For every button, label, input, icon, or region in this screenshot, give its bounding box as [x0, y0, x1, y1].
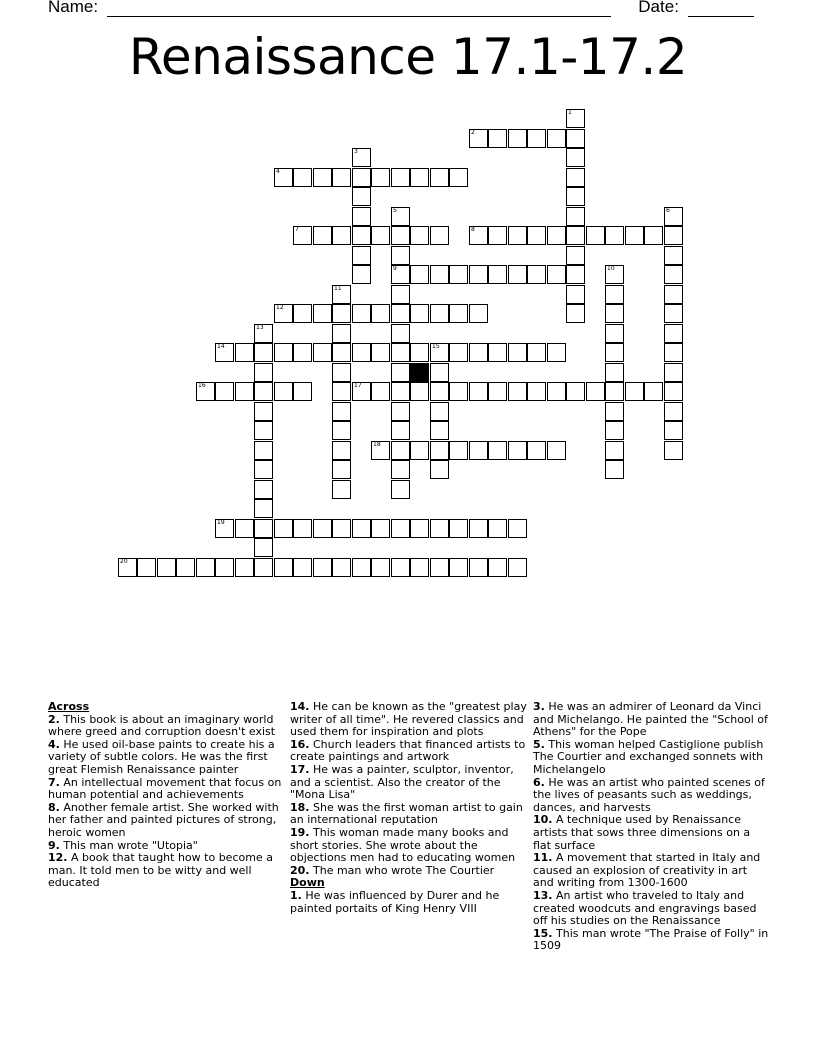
clue-number: 2	[471, 129, 475, 136]
crossword-cell[interactable]	[527, 226, 546, 245]
crossword-cell[interactable]	[566, 382, 585, 401]
crossword-cell[interactable]	[508, 558, 527, 577]
crossword-cell[interactable]	[391, 558, 410, 577]
crossword-cell[interactable]	[274, 382, 293, 401]
crossword-cell[interactable]	[254, 460, 273, 479]
crossword-cell[interactable]	[352, 265, 371, 284]
crossword-cell[interactable]	[254, 441, 273, 460]
crossword-cell[interactable]	[254, 499, 273, 518]
clue-item	[290, 764, 528, 802]
clue-item	[533, 852, 771, 890]
crossword-cell[interactable]	[430, 382, 449, 401]
crossword-cell[interactable]	[391, 402, 410, 421]
crossword-cell[interactable]	[566, 226, 585, 245]
crossword-cell[interactable]	[235, 519, 254, 538]
crossword-cell[interactable]	[293, 519, 312, 538]
clues-column-3	[533, 701, 771, 953]
crossword-cell[interactable]	[605, 421, 624, 440]
crossword-cell[interactable]	[235, 382, 254, 401]
crossword-cell[interactable]	[332, 382, 351, 401]
crossword-cell[interactable]	[313, 226, 332, 245]
crossword-cell[interactable]	[469, 265, 488, 284]
crossword-cell[interactable]	[469, 343, 488, 362]
crossword-cell[interactable]	[664, 207, 683, 226]
crossword-cell[interactable]	[605, 363, 624, 382]
crossword-cell[interactable]	[293, 168, 312, 187]
crossword-cell[interactable]	[196, 558, 215, 577]
crossword-cell[interactable]	[469, 519, 488, 538]
crossword-cell[interactable]	[391, 363, 410, 382]
crossword-cell[interactable]	[586, 226, 605, 245]
crossword-cell[interactable]	[352, 148, 371, 167]
crossword-cell[interactable]	[625, 226, 644, 245]
crossword-cell[interactable]	[566, 285, 585, 304]
crossword-cell[interactable]	[488, 265, 507, 284]
crossword-cell[interactable]	[430, 421, 449, 440]
crossword-cell[interactable]	[274, 168, 293, 187]
clue-item	[48, 802, 286, 840]
crossword-cell[interactable]	[605, 460, 624, 479]
crossword-cell[interactable]	[332, 480, 351, 499]
clue-item-text: She was the first woman artist to gain an international reputation	[290, 800, 523, 827]
crossword-cell[interactable]	[391, 226, 410, 245]
crossword-cell[interactable]	[293, 343, 312, 362]
crossword-cell[interactable]	[566, 207, 585, 226]
crossword-cell[interactable]	[430, 226, 449, 245]
clue-item-number: 18.	[290, 800, 310, 814]
clue-item	[533, 890, 771, 928]
crossword-cell[interactable]	[332, 226, 351, 245]
clue-item-text: He was an admirer of Leonard da Vinci and Michelango. He painted the "School of Athens" for the Pope	[533, 700, 768, 739]
crossword-cell[interactable]	[254, 558, 273, 577]
clue-item	[290, 701, 528, 739]
crossword-cell[interactable]	[527, 441, 546, 460]
crossword-cell[interactable]	[391, 285, 410, 304]
crossword-cell[interactable]	[352, 187, 371, 206]
crossword-cell[interactable]	[664, 324, 683, 343]
crossword-cell[interactable]	[664, 226, 683, 245]
crossword-cell[interactable]	[605, 324, 624, 343]
crossword-cell[interactable]	[547, 441, 566, 460]
crossword-cell[interactable]	[527, 129, 546, 148]
crossword-cell[interactable]	[313, 343, 332, 362]
crossword-cell[interactable]	[410, 382, 429, 401]
crossword-cell[interactable]	[352, 168, 371, 187]
crossword-cell[interactable]	[391, 265, 410, 284]
clue-item-number: 20.	[290, 863, 310, 877]
clue-number: 3	[354, 148, 358, 155]
crossword-cell[interactable]	[371, 441, 390, 460]
clue-item	[533, 777, 771, 815]
clue-item	[290, 802, 528, 827]
crossword-cell[interactable]	[293, 558, 312, 577]
crossword-cell[interactable]	[235, 343, 254, 362]
crossword-cell[interactable]	[664, 265, 683, 284]
clue-number: 13	[256, 324, 264, 331]
clue-item-text: A technique used by Renaissance artists that sows three dimensions on a flat surface	[533, 813, 751, 852]
crossword-cell[interactable]	[527, 343, 546, 362]
crossword-cell[interactable]	[215, 382, 234, 401]
clue-item-text: This man wrote "The Praise of Folly" in 1509	[533, 926, 769, 953]
clue-item-number: 2.	[48, 712, 60, 726]
crossword-cell[interactable]	[605, 343, 624, 362]
crossword-cell[interactable]	[332, 324, 351, 343]
crossword-cell[interactable]	[391, 382, 410, 401]
crossword-cell[interactable]	[410, 168, 429, 187]
crossword-cell[interactable]	[664, 304, 683, 323]
crossword-cell[interactable]	[449, 382, 468, 401]
clue-item	[48, 852, 286, 890]
crossword-cell[interactable]	[625, 382, 644, 401]
crossword-cell[interactable]	[586, 382, 605, 401]
crossword-cell[interactable]	[566, 246, 585, 265]
crossword-cell[interactable]	[410, 343, 429, 362]
crossword-cell[interactable]	[196, 382, 215, 401]
crossword-cell[interactable]	[449, 168, 468, 187]
clue-item	[48, 714, 286, 739]
clue-item-number: 4.	[48, 737, 60, 751]
clue-item	[290, 865, 528, 878]
clue-item-text: An intellectual movement that focus on human potential and achievements	[48, 775, 282, 802]
crossword-cell[interactable]	[137, 558, 156, 577]
crossword-cell[interactable]	[664, 382, 683, 401]
clue-item-number: 6.	[533, 775, 545, 789]
crossword-cell[interactable]	[332, 519, 351, 538]
crossword-cell[interactable]	[508, 382, 527, 401]
crossword-cell[interactable]	[313, 168, 332, 187]
crossword-cell[interactable]	[508, 519, 527, 538]
clue-item-number: 16.	[290, 737, 310, 751]
crossword-cell[interactable]	[664, 402, 683, 421]
crossword-cell[interactable]	[254, 382, 273, 401]
crossword-cell[interactable]	[371, 558, 390, 577]
crossword-cell[interactable]	[664, 363, 683, 382]
crossword-cell[interactable]	[391, 441, 410, 460]
crossword-cell[interactable]	[605, 285, 624, 304]
crossword-cell[interactable]	[508, 129, 527, 148]
clue-number: 10	[607, 265, 615, 272]
clue-item-number: 14.	[290, 700, 310, 713]
crossword-cell[interactable]	[469, 304, 488, 323]
clue-number: 14	[217, 343, 225, 350]
crossword-cell[interactable]	[469, 558, 488, 577]
clue-item-text: A movement that started in Italy and caused an explosion of creativity in art and writing from 1300-1600	[533, 851, 761, 890]
across-heading: Across	[48, 700, 90, 713]
crossword-cell[interactable]	[118, 558, 137, 577]
clue-item-number: 8.	[48, 800, 60, 814]
clue-number: 20	[120, 558, 128, 565]
clue-item-text: The man who wrote The Courtier	[313, 863, 495, 877]
crossword-cell[interactable]	[664, 421, 683, 440]
crossword-cell[interactable]	[410, 226, 429, 245]
crossword-cell[interactable]	[566, 109, 585, 128]
crossword-cell[interactable]	[547, 382, 566, 401]
crossword-cell[interactable]	[293, 304, 312, 323]
crossword-cell[interactable]	[391, 168, 410, 187]
crossword-cell[interactable]	[352, 304, 371, 323]
crossword-cell[interactable]	[488, 129, 507, 148]
clue-item-text: Church leaders that financed artists to create paintings and artwork	[290, 737, 526, 764]
crossword-cell[interactable]	[410, 558, 429, 577]
clue-number: 18	[373, 441, 381, 448]
crossword-cell[interactable]	[371, 519, 390, 538]
clue-item-number: 15.	[533, 926, 553, 940]
crossword-cell[interactable]	[449, 519, 468, 538]
clues-column-1	[48, 701, 286, 890]
crossword-cell[interactable]	[293, 382, 312, 401]
clue-item-text: Another female artist. She worked with her father and painted pictures of strong, heroic women	[48, 800, 279, 839]
crossword-cell[interactable]	[449, 343, 468, 362]
clue-item-number: 10.	[533, 813, 553, 827]
crossword-cell[interactable]	[371, 304, 390, 323]
clue-item-text: This woman made many books and short stories. She wrote about the objections men had to educating women	[290, 825, 516, 865]
clue-item-text: He was influenced by Durer and he painted portaits of King Henry VIII	[290, 888, 500, 915]
crossword-cell[interactable]	[566, 265, 585, 284]
crossword-cell[interactable]	[391, 343, 410, 362]
crossword-cell[interactable]	[391, 207, 410, 226]
crossword-cell[interactable]	[449, 265, 468, 284]
crossword-cell[interactable]	[254, 324, 273, 343]
crossword-cell[interactable]	[352, 226, 371, 245]
clue-item-number: 3.	[533, 700, 545, 713]
date-label: Date:	[638, 0, 679, 16]
clue-number: 5	[393, 207, 397, 214]
clue-item	[533, 739, 771, 777]
down-heading: Down	[290, 876, 325, 890]
crossword-cell[interactable]	[313, 558, 332, 577]
crossword-cell[interactable]	[605, 304, 624, 323]
crossword-cell[interactable]	[605, 441, 624, 460]
clue-number: 11	[334, 285, 342, 292]
crossword-cell[interactable]	[547, 129, 566, 148]
clue-item	[48, 777, 286, 802]
clue-item	[290, 890, 528, 915]
crossword-cell[interactable]	[566, 129, 585, 148]
crossword-cell[interactable]	[449, 558, 468, 577]
crossword-cell[interactable]	[469, 382, 488, 401]
crossword-cell[interactable]	[566, 168, 585, 187]
crossword-cell[interactable]	[332, 441, 351, 460]
clue-number: 1	[568, 109, 572, 116]
crossword-cell[interactable]	[605, 402, 624, 421]
crossword-cell[interactable]	[254, 343, 273, 362]
crossword-cell[interactable]	[293, 226, 312, 245]
clue-number: 15	[432, 343, 440, 350]
crossword-cell[interactable]	[469, 441, 488, 460]
clue-item-number: 11.	[533, 851, 553, 865]
crossword-cell[interactable]	[508, 226, 527, 245]
crossword-cell[interactable]	[235, 558, 254, 577]
crossword-cell[interactable]	[430, 558, 449, 577]
clue-item	[290, 827, 528, 865]
clue-item	[533, 701, 771, 739]
crossword-cell[interactable]	[157, 558, 176, 577]
crossword-cell[interactable]	[332, 402, 351, 421]
crossword-cell[interactable]	[332, 460, 351, 479]
clue-item-text: He was an artist who painted scenes of the lives of peasants such as weddings, dances, and harvests	[533, 775, 765, 814]
crossword-cell[interactable]	[391, 246, 410, 265]
crossword-cell[interactable]	[391, 460, 410, 479]
crossword-cell[interactable]	[547, 343, 566, 362]
crossword-cell[interactable]	[274, 519, 293, 538]
crossword-cell[interactable]	[430, 343, 449, 362]
crossword-cell[interactable]	[352, 519, 371, 538]
clue-number: 9	[393, 265, 397, 272]
crossword-cell[interactable]	[352, 246, 371, 265]
clue-item-text: This book is about an imaginary world where greed and corruption doesn't exist	[48, 712, 276, 739]
clue-number: 8	[471, 226, 475, 233]
crossword-cell[interactable]	[254, 538, 273, 557]
clue-number: 6	[666, 207, 670, 214]
clue-item-text: This man wrote "Utopia"	[63, 838, 198, 852]
crossword-cell[interactable]	[508, 441, 527, 460]
crossword-cell[interactable]	[391, 304, 410, 323]
crossword-cell[interactable]	[332, 558, 351, 577]
crossword-cell[interactable]	[566, 304, 585, 323]
crossword-cell[interactable]	[469, 129, 488, 148]
crossword-cell[interactable]	[488, 558, 507, 577]
clue-item-number: 17.	[290, 762, 310, 776]
crossword-cell[interactable]	[527, 382, 546, 401]
crossword-cell[interactable]	[430, 168, 449, 187]
crossword-cell[interactable]	[352, 558, 371, 577]
crossword-cell[interactable]	[274, 558, 293, 577]
crossword-cell[interactable]	[410, 441, 429, 460]
crossword-cell[interactable]	[254, 402, 273, 421]
clue-item-text: He was a painter, sculptor, inventor, and a scientist. Also the creator of the "Mona Lisa"	[290, 762, 514, 802]
name-label: Name:	[48, 0, 99, 16]
crossword-cell[interactable]	[410, 265, 429, 284]
crossword-cell[interactable]	[449, 304, 468, 323]
crossword-cell[interactable]	[254, 519, 273, 538]
crossword-cell[interactable]	[508, 343, 527, 362]
crossword-cell[interactable]	[527, 265, 546, 284]
crossword-cell[interactable]	[391, 324, 410, 343]
clue-number: 19	[217, 519, 225, 526]
crossword-cell[interactable]	[488, 519, 507, 538]
crossword-cell[interactable]	[332, 363, 351, 382]
crossword-cell[interactable]	[332, 168, 351, 187]
crossword-cell[interactable]	[332, 304, 351, 323]
crossword-cell[interactable]	[488, 441, 507, 460]
clue-item-number: 19.	[290, 825, 310, 839]
crossword-cell[interactable]	[371, 226, 390, 245]
clue-number: 4	[276, 168, 280, 175]
crossword-cell[interactable]	[664, 285, 683, 304]
crossword-cell[interactable]	[274, 304, 293, 323]
clue-number: 16	[198, 382, 206, 389]
crossword-cell[interactable]	[352, 382, 371, 401]
crossword-cell[interactable]	[430, 265, 449, 284]
crossword-cell[interactable]	[352, 343, 371, 362]
clue-number: 7	[295, 226, 299, 233]
crossword-cell[interactable]	[215, 558, 234, 577]
clue-item	[290, 739, 528, 764]
crossword-cell[interactable]	[547, 226, 566, 245]
clue-item	[533, 814, 771, 852]
crossword-cell[interactable]	[566, 148, 585, 167]
crossword-cell[interactable]	[332, 343, 351, 362]
clue-item-text: A book that taught how to become a man. It told men to be witty and well educated	[48, 851, 273, 890]
black-square	[410, 363, 429, 382]
crossword-cell[interactable]	[508, 265, 527, 284]
clue-item-number: 9.	[48, 838, 60, 852]
crossword-cell[interactable]	[391, 421, 410, 440]
crossword-cell[interactable]	[176, 558, 195, 577]
crossword-cell[interactable]	[469, 226, 488, 245]
crossword-cell[interactable]	[430, 441, 449, 460]
crossword-cell[interactable]	[547, 265, 566, 284]
crossword-cell[interactable]	[430, 460, 449, 479]
clue-item	[533, 928, 771, 953]
clues-column-2	[290, 701, 528, 915]
crossword-cell[interactable]	[332, 421, 351, 440]
crossword-cell[interactable]	[644, 382, 663, 401]
crossword-cell[interactable]	[605, 226, 624, 245]
crossword-cell[interactable]	[254, 421, 273, 440]
clue-item-number: 13.	[533, 888, 553, 902]
clue-item-number: 12.	[48, 851, 68, 865]
crossword-cell[interactable]	[313, 519, 332, 538]
clue-item-text: He can be known as the "greatest play writer of all time". He revered classics and used them for inspiration and plots	[290, 700, 527, 739]
page-title: Renaissance 17.1-17.2	[128, 28, 688, 86]
crossword-cell[interactable]	[430, 519, 449, 538]
crossword-cell[interactable]	[664, 343, 683, 362]
clue-item-text: He used oil-base paints to create his a variety of subtle colors. He was the first great Flemish Renaissance painter	[48, 737, 275, 776]
crossword-cell[interactable]	[644, 226, 663, 245]
crossword-cell[interactable]	[488, 343, 507, 362]
clue-number: 12	[276, 304, 284, 311]
crossword-cell[interactable]	[254, 363, 273, 382]
crossword-cell[interactable]	[371, 382, 390, 401]
crossword-cell[interactable]	[371, 343, 390, 362]
crossword-cell[interactable]	[488, 382, 507, 401]
clue-item	[48, 739, 286, 777]
clue-item-text: An artist who traveled to Italy and created woodcuts and engravings based off his studies on the Renaissance	[533, 888, 757, 928]
crossword-cell[interactable]	[410, 304, 429, 323]
crossword-cell[interactable]	[254, 480, 273, 499]
crossword-cell[interactable]	[274, 343, 293, 362]
crossword-cell[interactable]	[605, 382, 624, 401]
crossword-cell[interactable]	[664, 246, 683, 265]
crossword-cell[interactable]	[391, 480, 410, 499]
clue-item-text: This woman helped Castiglione publish The Courtier and exchanged sonnets with Michelangelo	[533, 737, 764, 776]
crossword-cell[interactable]	[449, 441, 468, 460]
crossword-cell[interactable]	[215, 343, 234, 362]
crossword-cell[interactable]	[371, 168, 390, 187]
crossword-cell[interactable]	[430, 402, 449, 421]
crossword-cell[interactable]	[605, 265, 624, 284]
crossword-cell[interactable]	[566, 187, 585, 206]
clue-item-number: 7.	[48, 775, 60, 789]
crossword-cell[interactable]	[391, 519, 410, 538]
clue-item-number: 5.	[533, 737, 545, 751]
crossword-cell[interactable]	[664, 441, 683, 460]
crossword-cell[interactable]	[215, 519, 234, 538]
crossword-cell[interactable]	[430, 363, 449, 382]
clue-item-number: 1.	[290, 888, 302, 902]
crossword-cell[interactable]	[410, 519, 429, 538]
crossword-cell[interactable]	[488, 226, 507, 245]
crossword-cell[interactable]	[313, 304, 332, 323]
crossword-cell[interactable]	[430, 304, 449, 323]
crossword-cell[interactable]	[332, 285, 351, 304]
clue-number: 17	[354, 382, 362, 389]
crossword-cell[interactable]	[352, 207, 371, 226]
